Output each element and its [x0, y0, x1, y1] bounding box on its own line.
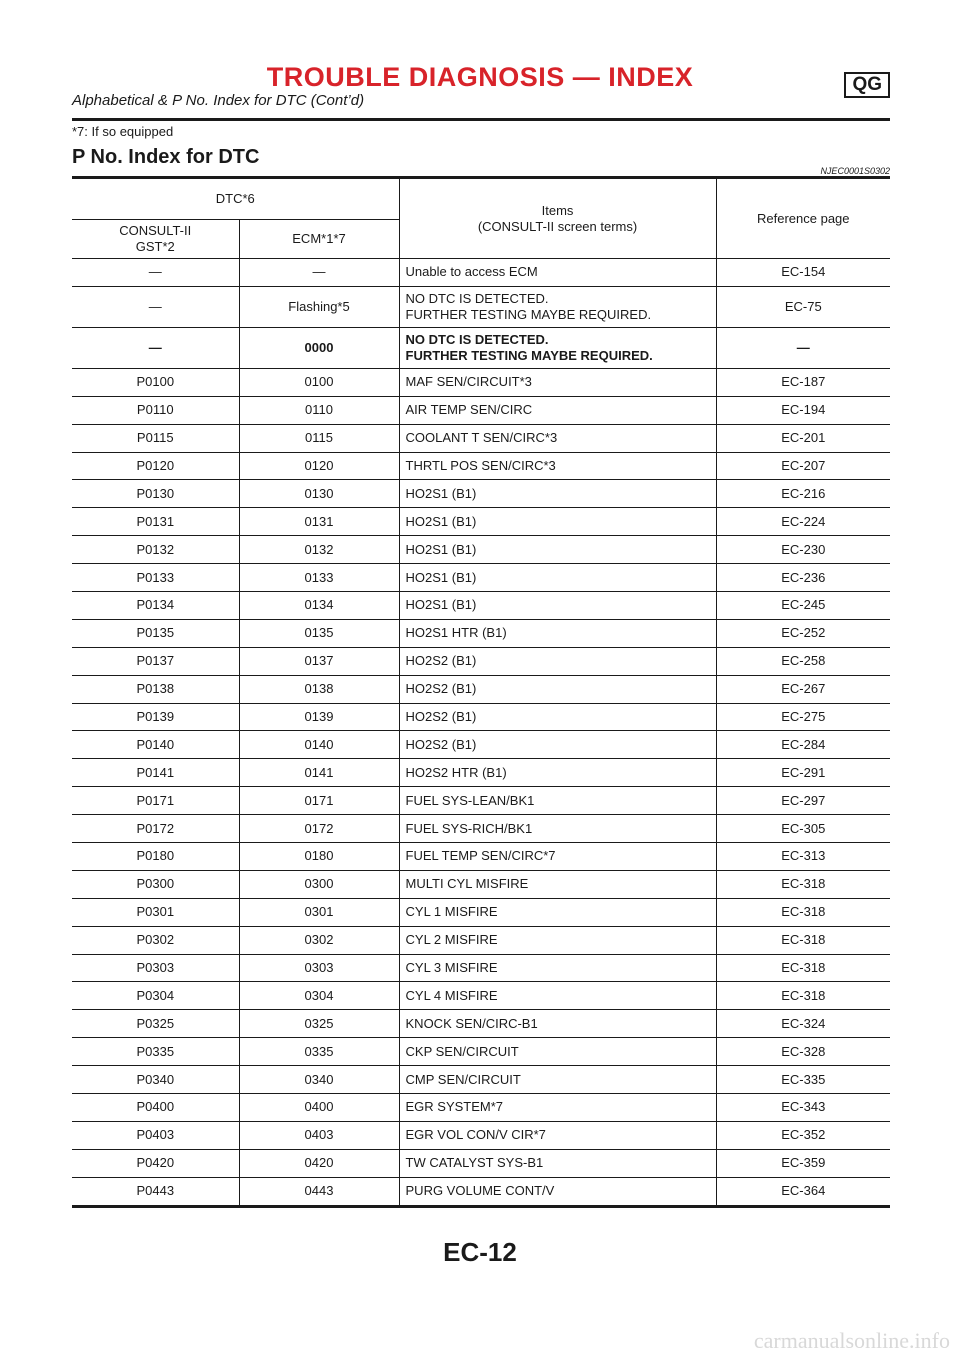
reference-page-cell: EC-305 [716, 815, 890, 843]
table-row [72, 396, 890, 424]
item-cell: TW CATALYST SYS-B1 [399, 1149, 716, 1177]
ecm-code-cell: 0134 [239, 592, 399, 620]
consult-code-cell: P0137 [72, 647, 239, 675]
item-cell: HO2S1 (B1) [399, 480, 716, 508]
table-row [72, 815, 890, 843]
item-cell: HO2S1 HTR (B1) [399, 619, 716, 647]
ecm-code-cell: 0171 [239, 787, 399, 815]
table-row [72, 870, 890, 898]
watermark: carmanualsonline.info [753, 1328, 950, 1353]
table-row [72, 1121, 890, 1149]
ecm-code-cell: 0172 [239, 815, 399, 843]
table-row [72, 675, 890, 703]
reference-page-cell: EC-267 [716, 675, 890, 703]
dtc-rows [72, 259, 890, 1207]
items-header: Items (CONSULT-II screen terms) [399, 178, 716, 259]
reference-page-cell: EC-187 [716, 368, 890, 396]
table-row [72, 1038, 890, 1066]
ecm-code-cell: 0130 [239, 480, 399, 508]
ecm-code-cell: Flashing*5 [239, 286, 399, 327]
reference-page-cell: EC-245 [716, 592, 890, 620]
reference-page-cell: EC-352 [716, 1121, 890, 1149]
ecm-code-cell: 0301 [239, 898, 399, 926]
consult-code-cell: P0180 [72, 843, 239, 871]
consult-code-cell: P0120 [72, 452, 239, 480]
item-cell: HO2S2 (B1) [399, 647, 716, 675]
table-row [72, 759, 890, 787]
reference-page-cell: EC-75 [716, 286, 890, 327]
item-cell: CYL 1 MISFIRE [399, 898, 716, 926]
item-cell: MULTI CYL MISFIRE [399, 870, 716, 898]
consult-code-cell: P0303 [72, 954, 239, 982]
dtc-group-header: DTC*6 [72, 178, 399, 220]
reference-page-cell: EC-207 [716, 452, 890, 480]
reference-page-cell: EC-275 [716, 703, 890, 731]
consult-code-cell: P0340 [72, 1066, 239, 1094]
ecm-code-cell: 0403 [239, 1121, 399, 1149]
reference-page-cell: EC-291 [716, 759, 890, 787]
consult-code-cell: P0301 [72, 898, 239, 926]
table-row [72, 452, 890, 480]
ecm-code-cell: 0100 [239, 368, 399, 396]
reference-page-cell: EC-335 [716, 1066, 890, 1094]
item-cell: FUEL SYS-RICH/BK1 [399, 815, 716, 843]
reference-page-cell: EC-328 [716, 1038, 890, 1066]
ecm-code-cell: — [239, 259, 399, 287]
ecm-code-cell: 0120 [239, 452, 399, 480]
ecm-code-cell: 0303 [239, 954, 399, 982]
item-cell: HO2S1 (B1) [399, 508, 716, 536]
consult-code-cell: P0130 [72, 480, 239, 508]
consult-code-cell: — [72, 327, 239, 368]
reference-page-cell: EC-216 [716, 480, 890, 508]
consult-code-cell: P0132 [72, 536, 239, 564]
ecm-code-cell: 0335 [239, 1038, 399, 1066]
ecm-code-cell: 0340 [239, 1066, 399, 1094]
consult-code-cell: P0335 [72, 1038, 239, 1066]
header-rule [72, 118, 890, 121]
ecm-code-cell: 0420 [239, 1149, 399, 1177]
reference-page-cell: EC-252 [716, 619, 890, 647]
item-cell: COOLANT T SEN/CIRC*3 [399, 424, 716, 452]
footnote: *7: If so equipped [72, 124, 174, 139]
ecm-code-cell: 0139 [239, 703, 399, 731]
reference-page-cell: EC-343 [716, 1094, 890, 1122]
table-row [72, 619, 890, 647]
reference-page-cell: EC-201 [716, 424, 890, 452]
reference-page-cell: EC-318 [716, 898, 890, 926]
item-cell: CYL 2 MISFIRE [399, 926, 716, 954]
consult-code-cell: P0131 [72, 508, 239, 536]
consult-code-cell: P0133 [72, 564, 239, 592]
item-cell: KNOCK SEN/CIRC-B1 [399, 1010, 716, 1038]
item-cell: PURG VOLUME CONT/V [399, 1177, 716, 1206]
table-row [72, 592, 890, 620]
table-row [72, 926, 890, 954]
table-row [72, 424, 890, 452]
ecm-code-cell: 0140 [239, 731, 399, 759]
table-row [72, 982, 890, 1010]
consult-code-cell: P0172 [72, 815, 239, 843]
consult-code-cell: P0400 [72, 1094, 239, 1122]
table-row [72, 954, 890, 982]
consult-code-cell: P0110 [72, 396, 239, 424]
ecm-code-cell: 0131 [239, 508, 399, 536]
ecm-code-cell: 0000 [239, 327, 399, 368]
item-cell: EGR VOL CON/V CIR*7 [399, 1121, 716, 1149]
section-badge: QG [844, 72, 890, 98]
ecm-header: ECM*1*7 [239, 220, 399, 259]
item-cell: CYL 3 MISFIRE [399, 954, 716, 982]
ecm-code-cell: 0141 [239, 759, 399, 787]
consult-code-cell: P0134 [72, 592, 239, 620]
consult-code-cell: P0135 [72, 619, 239, 647]
consult-code-cell: — [72, 286, 239, 327]
item-cell: HO2S1 (B1) [399, 592, 716, 620]
consult-code-cell: P0325 [72, 1010, 239, 1038]
consult-code-cell: — [72, 259, 239, 287]
consult-header: CONSULT-II GST*2 [72, 220, 239, 259]
ecm-code-cell: 0115 [239, 424, 399, 452]
ecm-code-cell: 0133 [239, 564, 399, 592]
consult-code-cell: P0139 [72, 703, 239, 731]
table-row [72, 480, 890, 508]
item-cell: HO2S2 (B1) [399, 703, 716, 731]
table-row [72, 703, 890, 731]
consult-code-cell: P0304 [72, 982, 239, 1010]
item-cell: CYL 4 MISFIRE [399, 982, 716, 1010]
ecm-code-cell: 0304 [239, 982, 399, 1010]
table-row [72, 564, 890, 592]
section-heading: P No. Index for DTC [72, 146, 260, 168]
consult-code-cell: P0302 [72, 926, 239, 954]
reference-page-cell: EC-359 [716, 1149, 890, 1177]
item-cell: FUEL TEMP SEN/CIRC*7 [399, 843, 716, 871]
ecm-code-cell: 0400 [239, 1094, 399, 1122]
consult-code-cell: P0115 [72, 424, 239, 452]
table-row [72, 536, 890, 564]
reference-page-cell: EC-318 [716, 870, 890, 898]
reference-code: NJEC0001S0302 [820, 166, 890, 176]
table-row [72, 259, 890, 287]
item-cell: HO2S2 (B1) [399, 731, 716, 759]
reference-page-cell: EC-297 [716, 787, 890, 815]
reference-page-cell: EC-224 [716, 508, 890, 536]
table-row [72, 647, 890, 675]
ecm-code-cell: 0138 [239, 675, 399, 703]
item-cell: NO DTC IS DETECTED. FURTHER TESTING MAYBE REQUIRED. [399, 286, 716, 327]
page-number: EC-12 [443, 1237, 517, 1267]
table-row [72, 731, 890, 759]
item-cell: HO2S2 HTR (B1) [399, 759, 716, 787]
reference-page-cell: EC-318 [716, 954, 890, 982]
reference-page-cell: EC-258 [716, 647, 890, 675]
item-cell: MAF SEN/CIRCUIT*3 [399, 368, 716, 396]
table-row [72, 1094, 890, 1122]
reference-page-cell: EC-154 [716, 259, 890, 287]
reference-page-cell: EC-324 [716, 1010, 890, 1038]
reference-page-cell: EC-313 [716, 843, 890, 871]
item-cell: FUEL SYS-LEAN/BK1 [399, 787, 716, 815]
table-row [72, 1066, 890, 1094]
table-row [72, 368, 890, 396]
consult-code-cell: P0100 [72, 368, 239, 396]
consult-code-cell: P0171 [72, 787, 239, 815]
reference-page-cell: EC-364 [716, 1177, 890, 1206]
item-cell: AIR TEMP SEN/CIRC [399, 396, 716, 424]
table-row [72, 787, 890, 815]
table-row [72, 286, 890, 327]
consult-code-cell: P0443 [136, 1183, 175, 1199]
table-row [72, 327, 890, 368]
table-row [72, 1177, 890, 1206]
ecm-code-cell: 0443 [239, 1177, 399, 1206]
table-row [72, 1010, 890, 1038]
item-cell: NO DTC IS DETECTED. FURTHER TESTING MAYBE REQUIRED. [399, 327, 716, 368]
item-cell: HO2S1 (B1) [399, 536, 716, 564]
reference-page-cell: EC-284 [716, 731, 890, 759]
ecm-code-cell: 0137 [239, 647, 399, 675]
consult-code-cell: P0420 [72, 1149, 239, 1177]
item-cell: CMP SEN/CIRCUIT [399, 1066, 716, 1094]
page-title: TROUBLE DIAGNOSIS — INDEX [266, 62, 694, 92]
item-cell: EGR SYSTEM*7 [399, 1094, 716, 1122]
item-cell: HO2S2 (B1) [399, 675, 716, 703]
consult-code-cell: P0300 [72, 870, 239, 898]
reference-page-cell: EC-318 [716, 982, 890, 1010]
page-subtitle: Alphabetical & P No. Index for DTC (Cont’d) [72, 92, 365, 109]
reference-page-cell: EC-194 [716, 396, 890, 424]
item-cell: HO2S1 (B1) [399, 564, 716, 592]
item-cell: Unable to access ECM [399, 259, 716, 287]
reference-header: Reference page [716, 178, 890, 259]
consult-code-cell: P0141 [72, 759, 239, 787]
consult-code-cell: P0403 [72, 1121, 239, 1149]
item-cell: CKP SEN/CIRCUIT [399, 1038, 716, 1066]
reference-page-cell: EC-236 [716, 564, 890, 592]
consult-code-cell: P0138 [72, 675, 239, 703]
ecm-code-cell: 0132 [239, 536, 399, 564]
reference-page-cell: — [716, 327, 890, 368]
table-row [72, 508, 890, 536]
item-cell: THRTL POS SEN/CIRC*3 [399, 452, 716, 480]
table-row [72, 898, 890, 926]
ecm-code-cell: 0135 [239, 619, 399, 647]
dtc-index-table [72, 176, 890, 1208]
ecm-code-cell: 0302 [239, 926, 399, 954]
ecm-code-cell: 0300 [239, 870, 399, 898]
consult-code-cell: P0140 [72, 731, 239, 759]
reference-page-cell: EC-230 [716, 536, 890, 564]
reference-page-cell: EC-318 [716, 926, 890, 954]
table-row [72, 1149, 890, 1177]
ecm-code-cell: 0110 [239, 396, 399, 424]
table-row [72, 843, 890, 871]
ecm-code-cell: 0325 [239, 1010, 399, 1038]
ecm-code-cell: 0180 [239, 843, 399, 871]
